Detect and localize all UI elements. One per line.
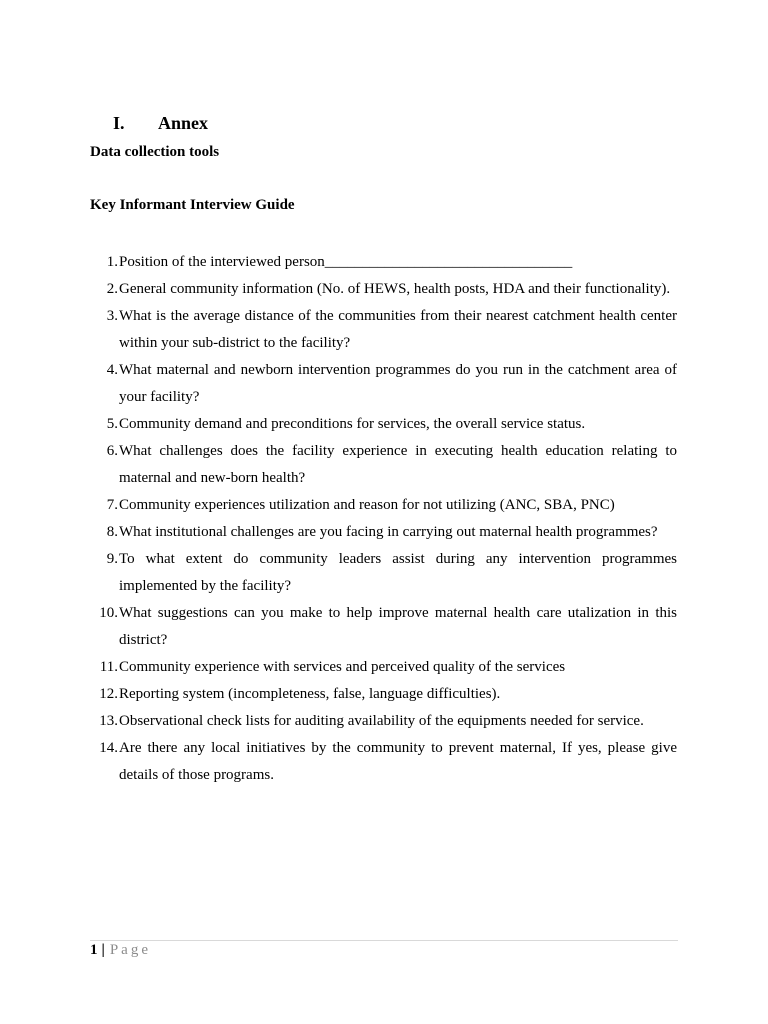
list-item xyxy=(90,654,677,681)
item-number: 1. xyxy=(106,254,118,270)
item-text: What challenges does the facility experience in executing health education relating to maternal and new-born health? xyxy=(119,443,677,486)
footer-separator: | xyxy=(101,942,105,958)
list-item xyxy=(90,546,677,600)
list-item xyxy=(90,303,677,357)
guide-title: Key Informant Interview Guide xyxy=(90,197,295,213)
list-item xyxy=(90,357,677,411)
item-text: Reporting system (incompleteness, false, language difficulties). xyxy=(119,686,501,702)
list-item xyxy=(90,249,677,276)
item-text: Are there any local initiatives by the community to prevent maternal, If yes, please give details of those programs. xyxy=(119,740,677,783)
item-number: 2. xyxy=(106,281,118,297)
item-text: Community experiences utilization and reason for not utilizing (ANC, SBA, PNC) xyxy=(119,497,615,513)
item-text: To what extent do community leaders assist during any intervention programmes implemented by the facility? xyxy=(119,551,677,594)
list-item xyxy=(90,411,677,438)
item-text: Community demand and preconditions for services, the overall service status. xyxy=(119,416,586,432)
section-numeral: I. xyxy=(113,113,125,133)
item-text: General community information (No. of HEWS, health posts, HDA and their functionality). xyxy=(119,281,671,297)
section-heading xyxy=(113,113,208,134)
item-number: 9. xyxy=(106,551,118,567)
list-item xyxy=(90,735,677,789)
subtitle-data-collection: Data collection tools xyxy=(90,144,220,160)
section-title: Annex xyxy=(158,113,209,133)
item-number: 3. xyxy=(106,308,118,324)
item-text: Community experience with services and perceived quality of the services xyxy=(119,659,566,675)
list-item xyxy=(90,276,677,303)
item-number: 14. xyxy=(99,740,118,756)
item-text: Observational check lists for auditing availability of the equipments needed for service. xyxy=(119,713,644,729)
question-list xyxy=(90,249,677,789)
item-text: What suggestions can you make to help improve maternal health care utalization in this district? xyxy=(119,605,677,648)
item-number: 8. xyxy=(106,524,118,540)
list-item xyxy=(90,519,677,546)
list-item xyxy=(90,708,677,735)
item-number: 12. xyxy=(99,686,118,702)
page-number: 1 xyxy=(90,942,98,958)
item-number: 7. xyxy=(106,497,118,513)
item-text: Position of the interviewed person_________________________________ xyxy=(119,254,573,270)
list-item xyxy=(90,492,677,519)
page-footer xyxy=(90,942,151,959)
item-number: 11. xyxy=(99,659,118,675)
item-number: 4. xyxy=(106,362,118,378)
item-text: What maternal and newborn intervention programmes do you run in the catchment area of your facility? xyxy=(119,362,677,405)
footer-divider xyxy=(90,940,678,941)
item-number: 10. xyxy=(99,605,118,621)
list-item xyxy=(90,600,677,654)
item-text: What is the average distance of the communities from their nearest catchment health center within your sub-district to the facility? xyxy=(119,308,677,351)
item-number: 5. xyxy=(106,416,118,432)
list-item xyxy=(90,438,677,492)
item-text: What institutional challenges are you facing in carrying out maternal health programmes? xyxy=(119,524,658,540)
list-item xyxy=(90,681,677,708)
item-number: 6. xyxy=(106,443,118,459)
page-label: Page xyxy=(109,942,151,958)
item-number: 13. xyxy=(99,713,118,729)
